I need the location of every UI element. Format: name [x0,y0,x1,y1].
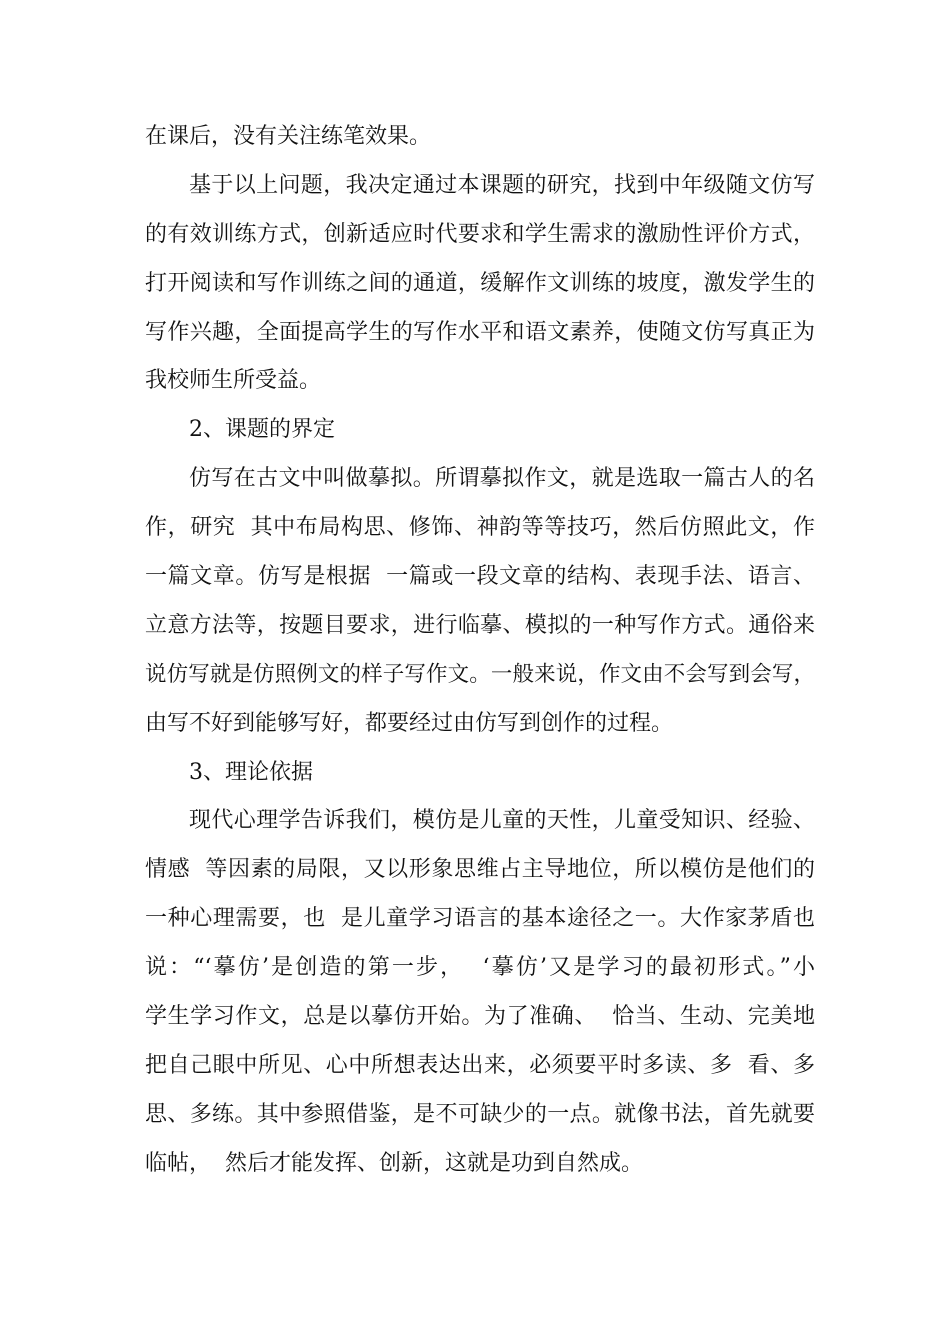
text-line: 一篇文章。仿写是根据 一篇或一段文章的结构、表现手法、语言、 [145,564,815,590]
text-line: 打开阅读和写作训练之间的通道，缓解作文训练的坡度，激发学生的 [145,270,815,296]
text-line: 的有效训练方式，创新适应时代要求和学生需求的激励性评价方式， [145,221,815,247]
section-heading: 2、课题的界定 [189,417,335,443]
text-line: 作，研究 其中布局构思、修饰、神韵等等技巧，然后仿照此文，作 [145,515,815,541]
text-line: 仿写在古文中叫做摹拟。所谓摹拟作文，就是选取一篇古人的名 [189,466,815,492]
text-line: 学生学习作文，总是以摹仿开始。为了准确、 恰当、生动、完美地 [145,1004,815,1030]
text-line: 临帖， 然后才能发挥、创新，这就是功到自然成。 [145,1150,643,1176]
section-heading: 3、理论依据 [189,759,313,785]
text-line: 把自己眼中所见、心中所想表达出来，必须要平时多读、多 看、多 [145,1052,815,1078]
text-line: 现代心理学告诉我们，模仿是儿童的天性，儿童受知识、经验、 [189,808,815,834]
text-line: 基于以上问题，我决定通过本课题的研究，找到中年级随文仿写 [189,172,815,198]
text-line: 在课后，没有关注练笔效果。 [145,124,432,149]
text-line: 写作兴趣，全面提高学生的写作水平和语文素养，使随文仿写真正为 [145,319,815,345]
text-line: 我校师生所受益。 [145,368,322,394]
text-line: 说仿写就是仿照例文的样子写作文。一般来说，作文由不会写到会写， [145,661,815,687]
body-text [145,113,815,1189]
text-line: 一种心理需要，也 是儿童学习语言的基本途径之一。大作家茅盾也 [145,906,815,932]
text-line: 情感 等因素的局限，又以形象思维占主导地位，所以模仿是他们的 [145,857,815,883]
text-line: 立意方法等，按题目要求，进行临摹、模拟的一种写作方式。通俗来 [145,612,815,638]
text-line: 说：“‘摹仿’是创造的第一步， ‘摹仿’又是学习的最初形式。”小 [145,955,815,981]
text-line: 由写不好到能够写好，都要经过由仿写到创作的过程。 [145,710,674,736]
text-line: 思、多练。其中参照借鉴，是不可缺少的一点。就像书法，首先就要 [145,1101,815,1127]
